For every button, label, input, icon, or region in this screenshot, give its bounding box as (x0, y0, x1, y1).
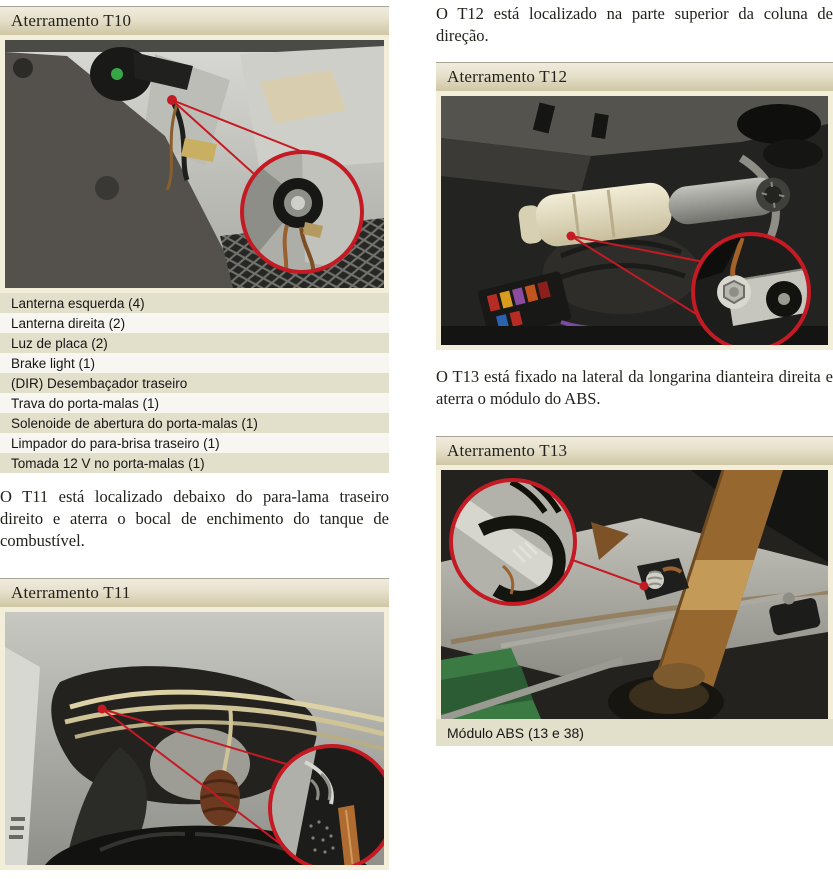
left-column (0, 0, 389, 879)
photo-t13-image (441, 470, 828, 719)
air-duct (737, 104, 821, 144)
ground-point-dot (98, 705, 107, 714)
photo-t12-image (441, 96, 828, 345)
ground-point-dot (167, 95, 177, 105)
section-header-t13 (436, 436, 833, 465)
photo-t10 (0, 35, 389, 293)
paragraph-t11: O T11 está localizado debaixo do para-lama traseiro direito e aterra o bocal de enchimento do tanque de combustível. (0, 487, 389, 550)
paragraph-t13: O T13 está fixado na lateral da longarina dianteira direita e aterra o módulo do ABS. (436, 367, 833, 408)
section-header-t12-label: Aterramento T12 (447, 67, 568, 86)
list-item: Solenoide de abertura do porta-malas (1) (0, 413, 389, 433)
list-item: Trava do porta-malas (1) (0, 393, 389, 413)
section-header-t10-label: Aterramento T10 (11, 11, 132, 30)
photo-t13-caption-label: Módulo ABS (13 e 38) (447, 724, 584, 741)
photo-t12 (436, 91, 833, 350)
section-header-t11-label: Aterramento T11 (11, 583, 131, 602)
list-item: Tomada 12 V no porta-malas (1) (0, 453, 389, 473)
section-header-t12 (436, 62, 833, 91)
list-item: Limpador do para-brisa traseiro (1) (0, 433, 389, 453)
list-item: (DIR) Desembaçador traseiro (0, 373, 389, 393)
ground-point-dot (640, 582, 649, 591)
photo-t13-caption (436, 719, 833, 746)
list-item: Brake light (1) (0, 353, 389, 373)
t10-connection-list (0, 293, 389, 473)
photo-t11-image (5, 612, 384, 865)
section-header-t13-label: Aterramento T13 (447, 441, 568, 460)
list-item: Lanterna direita (2) (0, 313, 389, 333)
section-header-t10 (0, 6, 389, 35)
paragraph-t12: O T12 está localizado na parte superior da coluna de direção. (436, 4, 833, 45)
photo-t11 (0, 607, 389, 870)
right-column (436, 0, 833, 879)
photo-t10-image (5, 40, 384, 288)
ground-point-dot (567, 232, 576, 241)
section-header-t11 (0, 578, 389, 607)
list-item: Lanterna esquerda (4) (0, 293, 389, 313)
list-item: Luz de placa (2) (0, 333, 389, 353)
photo-t13 (436, 465, 833, 719)
